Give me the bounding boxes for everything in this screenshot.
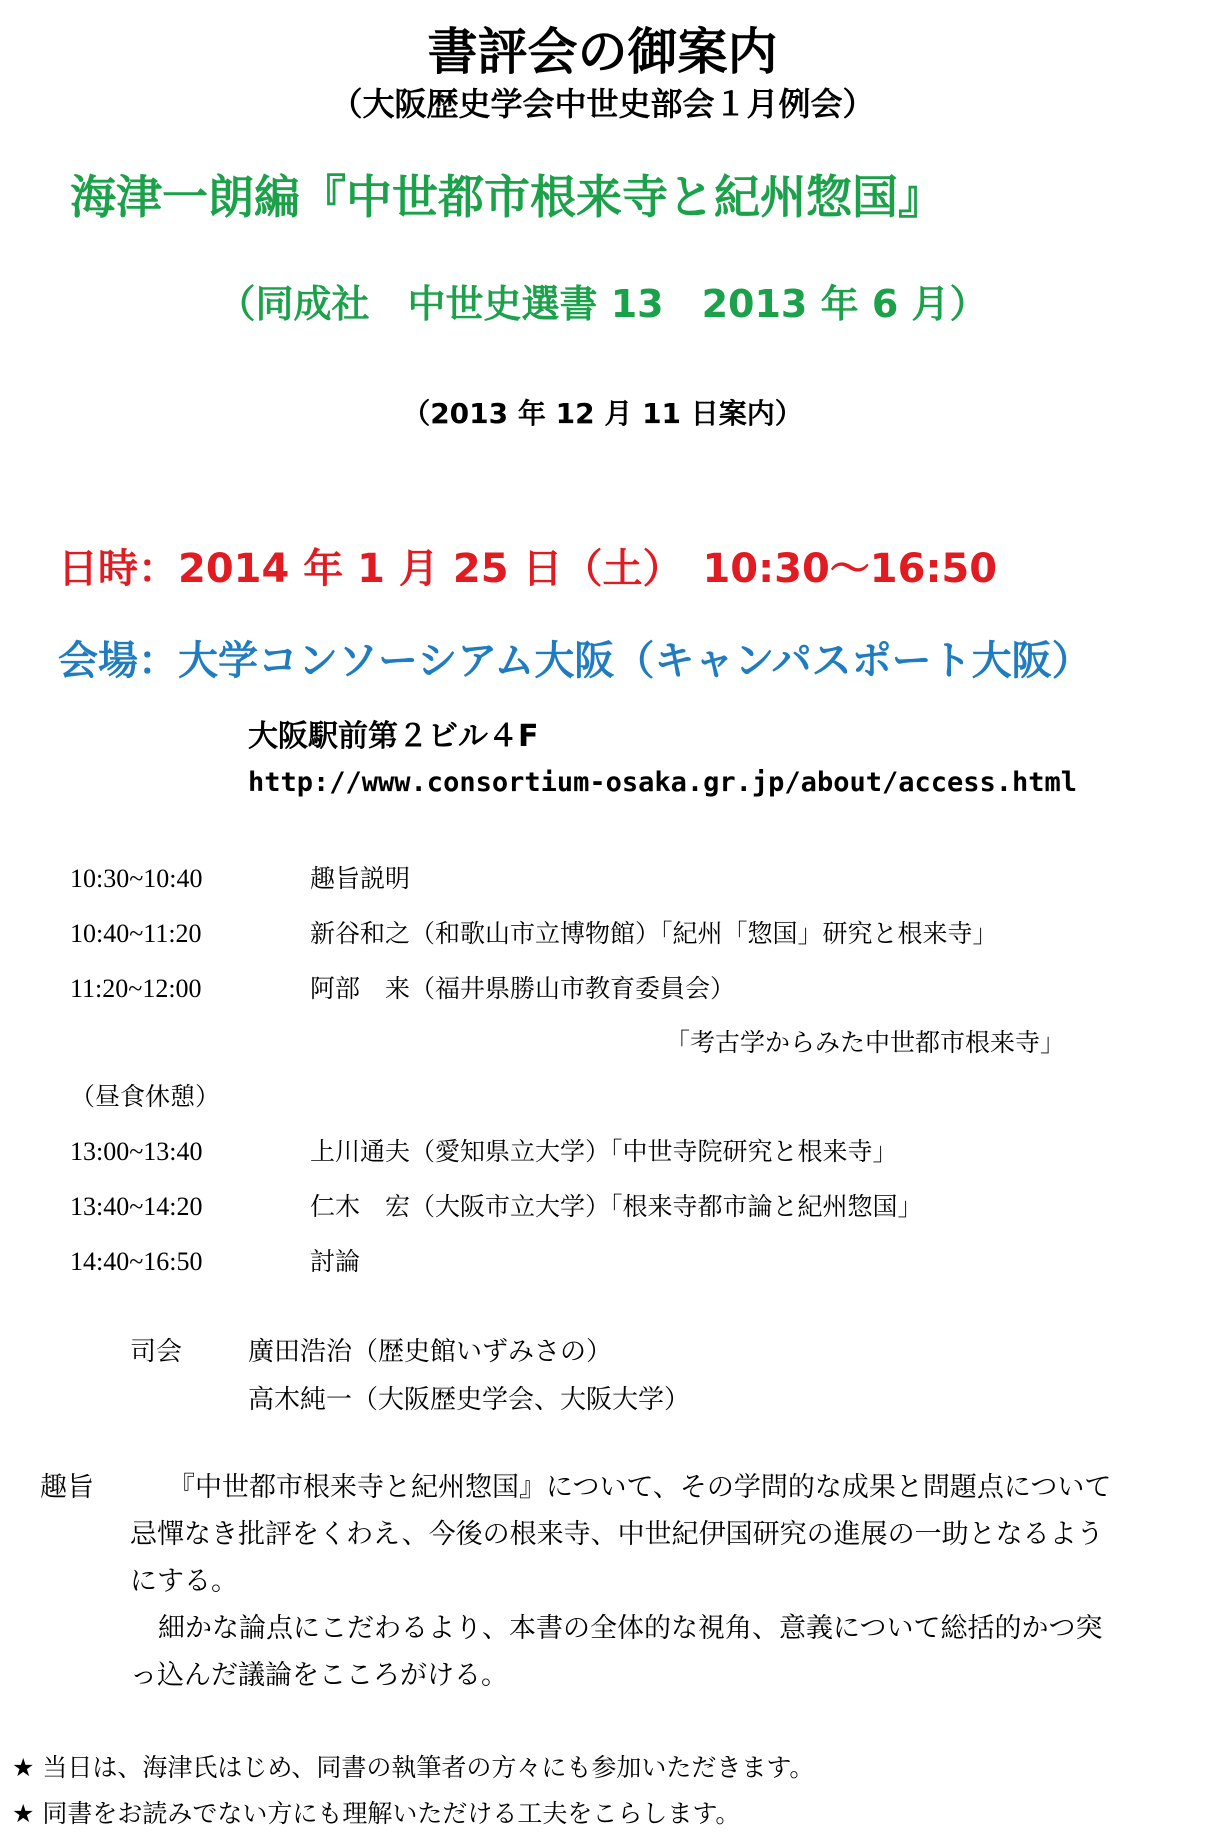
schedule-item-talk-title: 「考古学からみた中世都市根来寺」	[665, 1028, 1066, 1057]
purpose-line: にする。	[130, 1566, 238, 1597]
schedule-time: 11:20~12:00	[70, 974, 202, 1003]
schedule-time: 10:30~10:40	[70, 864, 203, 893]
chair-name: 廣田浩治（歴史館いずみさの）	[248, 1337, 613, 1367]
purpose-label: 趣旨	[40, 1472, 94, 1503]
note-item: ★ 同書をお読みでない方にも理解いただける工夫をこらします。	[12, 1799, 741, 1828]
venue-url-link[interactable]: http://www.consortium-osaka.gr.jp/about/access.html	[248, 767, 1078, 798]
schedule-time: 14:40~16:50	[70, 1247, 203, 1276]
chair-name: 高木純一（大阪歴史学会、大阪大学）	[248, 1385, 691, 1415]
chairs-label: 司会	[130, 1337, 183, 1367]
venue-address: 大阪駅前第２ビル４F	[248, 719, 539, 754]
schedule-item: 上川通夫（愛知県立大学）「中世寺院研究と根来寺」	[310, 1137, 898, 1166]
purpose-line: 『中世都市根来寺と紀州惣国』について、その学問的な成果と問題点について	[168, 1472, 1112, 1503]
schedule-item: 趣旨説明	[310, 864, 411, 893]
event-datetime: 日時：2014 年 1 月 25 日（土） 10:30〜16:50	[58, 546, 998, 592]
page-subtitle: （大阪歴史学会中世史部会１月例会）	[330, 85, 875, 123]
schedule-item: 討論	[310, 1247, 361, 1276]
purpose-line: っ込んだ議論をこころがける。	[130, 1660, 508, 1691]
note-item: ★ 当日は、海津氏はじめ、同書の執筆者の方々にも参加いただきます。	[12, 1753, 815, 1782]
schedule-time: 13:00~13:40	[70, 1137, 203, 1166]
schedule-time: 13:40~14:20	[70, 1192, 203, 1221]
book-publisher: （同成社 中世史選書 13 2013 年 6 月）	[217, 282, 988, 326]
lunch-break-label: （昼食休憩）	[70, 1082, 221, 1111]
page-title: 書評会の御案内	[427, 23, 778, 81]
schedule-time: 10:40~11:20	[70, 919, 202, 948]
event-venue: 会場：大学コンソーシアム大阪（キャンパスポート大阪）	[58, 638, 1092, 684]
purpose-line: 細かな論点にこだわるより、本書の全体的な視角、意義について総括的かつ突	[158, 1613, 1103, 1644]
notice-date: （2013 年 12 月 11 日案内）	[402, 397, 803, 430]
schedule-item: 仁木 宏（大阪市立大学）「根来寺都市論と紀州惣国」	[310, 1192, 923, 1221]
schedule-item: 新谷和之（和歌山市立博物館）「紀州「惣国」研究と根来寺」	[310, 919, 998, 948]
book-title: 海津一朗編『中世都市根来寺と紀州惣国』	[70, 170, 944, 224]
schedule-item: 阿部 来（福井県勝山市教育委員会）	[310, 974, 736, 1003]
purpose-line: 忌憚なき批評をくわえ、今後の根来寺、中世紀伊国研究の進展の一助となるよう	[130, 1519, 1104, 1550]
